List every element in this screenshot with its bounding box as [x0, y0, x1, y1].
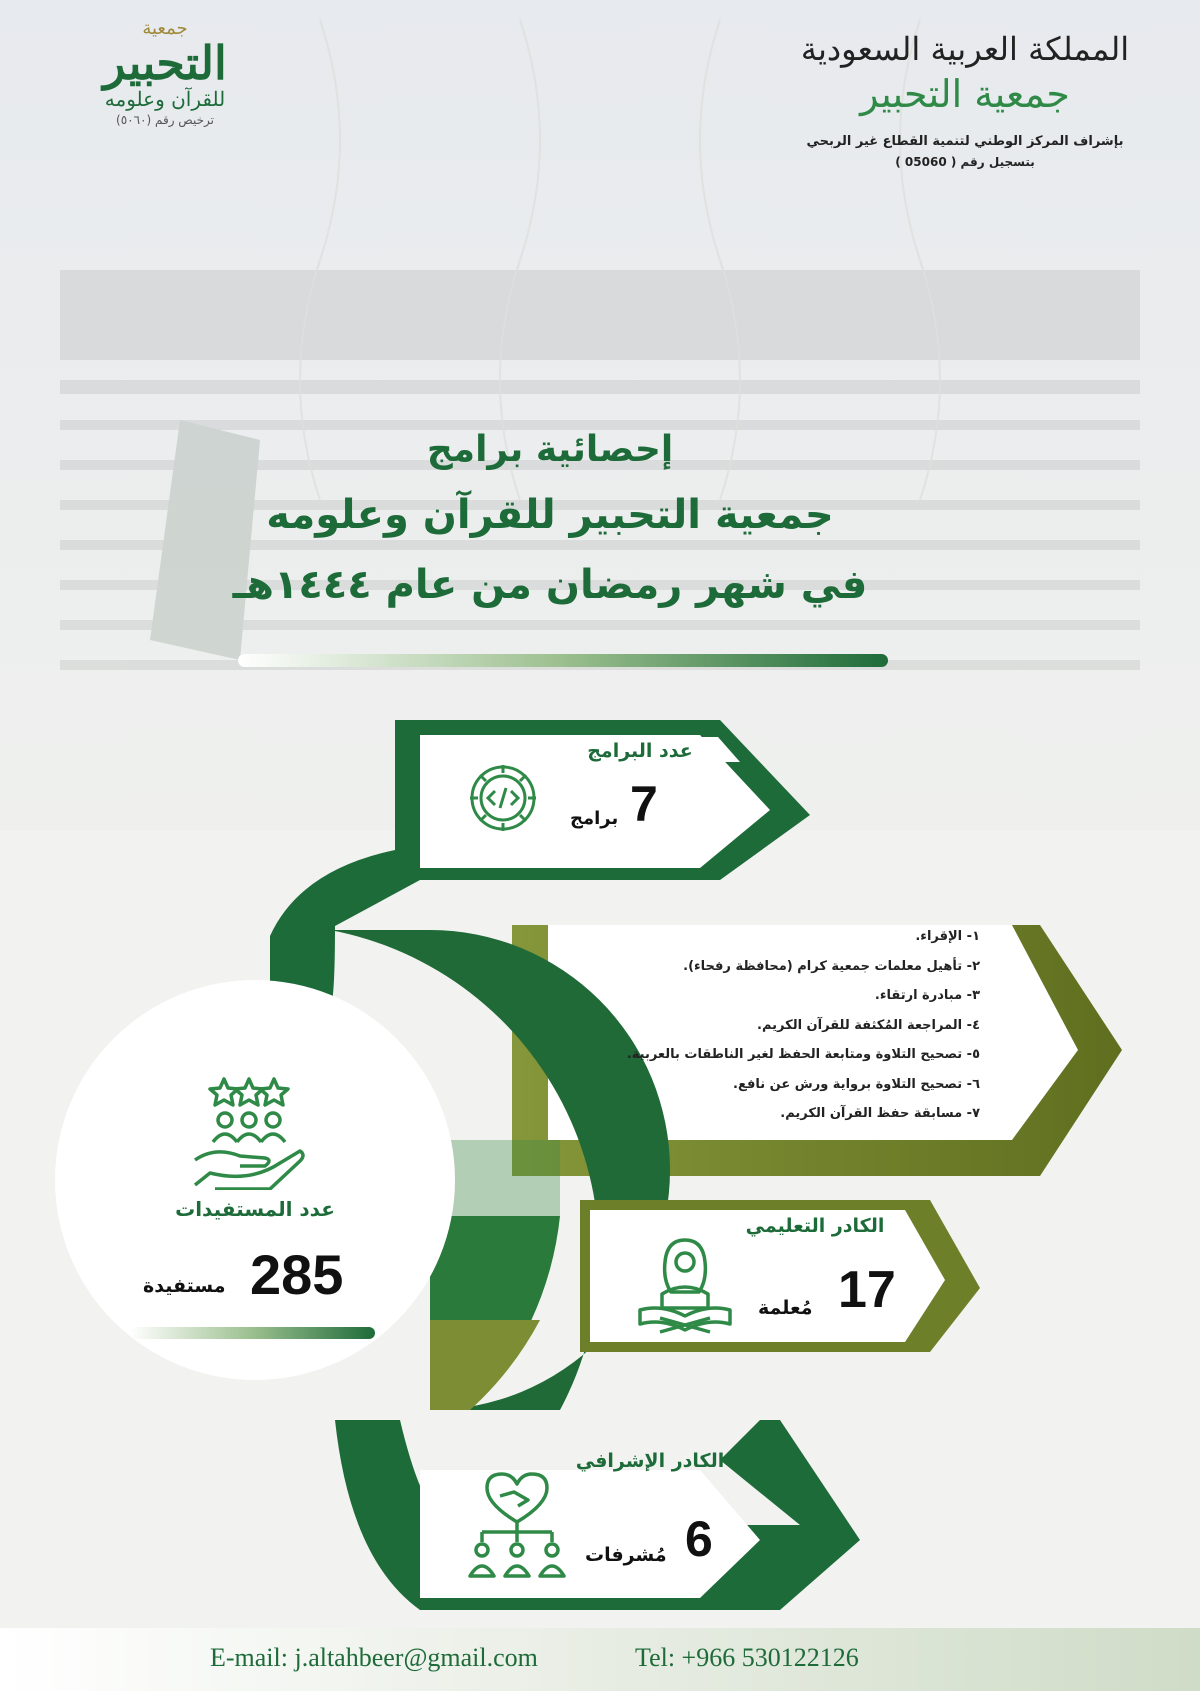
woman-quran-icon: [630, 1232, 740, 1342]
handshake-team-icon: [462, 1470, 572, 1585]
title-line-1: إحصائية برامج: [426, 429, 674, 470]
supervisory-staff-label: الكادر الإشرافي: [575, 1450, 725, 1472]
footer-phone[interactable]: Tel: +966 530122126: [635, 1643, 859, 1672]
association-logo: [70, 18, 260, 248]
association-name: جمعية التحبير: [860, 72, 1070, 116]
programs-label: عدد البرامج: [587, 740, 693, 762]
list-item: ١- الإقراء.: [915, 929, 980, 944]
programs-list: [560, 922, 980, 1129]
title-line-2: جمعية التحبير للقرآن وعلومه: [266, 492, 834, 538]
teaching-staff-label: الكادر التعليمي: [745, 1215, 885, 1237]
kingdom-name: المملكة العربية السعودية: [800, 30, 1130, 68]
programs-value: 7: [630, 776, 658, 832]
logo-line-top: جمعية: [142, 18, 188, 39]
list-item: ٢- تأهيل معلمات جمعية كرام (محافظة رفحاء).: [683, 958, 980, 974]
hand-people-stars-icon: [185, 1070, 315, 1190]
beneficiaries-label: عدد المستفيدات: [175, 1197, 335, 1221]
programs-unit: برامج: [570, 808, 619, 829]
footer-email[interactable]: E-mail: j.altahbeer@gmail.com: [210, 1643, 538, 1672]
teaching-staff-unit: مُعلمة: [758, 1297, 813, 1319]
list-item: ٣- مبادرة ارتقاء.: [874, 988, 980, 1003]
list-item: ٦- تصحيح التلاوة برواية ورش عن نافع.: [733, 1076, 980, 1092]
registration-text: بتسجيل رقم ( 05060 ): [895, 155, 1035, 169]
supervisory-staff-value: 6: [685, 1511, 713, 1567]
page-title: [200, 420, 900, 620]
logo-line-main: التحبير: [103, 36, 227, 90]
list-item: ٧- مسابقة حفظ القرآن الكريم.: [780, 1106, 980, 1121]
gear-code-icon: [460, 755, 546, 841]
beneficiaries-value: 285: [250, 1243, 344, 1306]
supervision-text: بإشراف المركز الوطني لتنمية القطاع غير الربحي: [806, 134, 1124, 149]
logo-line-sub: للقرآن وعلومه: [104, 87, 226, 112]
supervisory-staff-unit: مُشرفات: [585, 1544, 667, 1566]
teaching-staff-value: 17: [838, 1261, 896, 1319]
beneficiaries-unit: مستفيدة: [143, 1275, 226, 1297]
title-line-3: في شهر رمضان من عام ١٤٤٤هـ: [232, 562, 868, 608]
header-right: [800, 30, 1130, 169]
logo-license: ترخيص رقم (٥٠٦٠): [116, 113, 214, 128]
list-item: ٤- المراجعة المُكثفة للقرآن الكريم.: [757, 1017, 980, 1033]
list-item: ٥- تصحيح التلاوة ومتابعة الحفظ لغير الناطقات بالعربية.: [626, 1047, 980, 1062]
